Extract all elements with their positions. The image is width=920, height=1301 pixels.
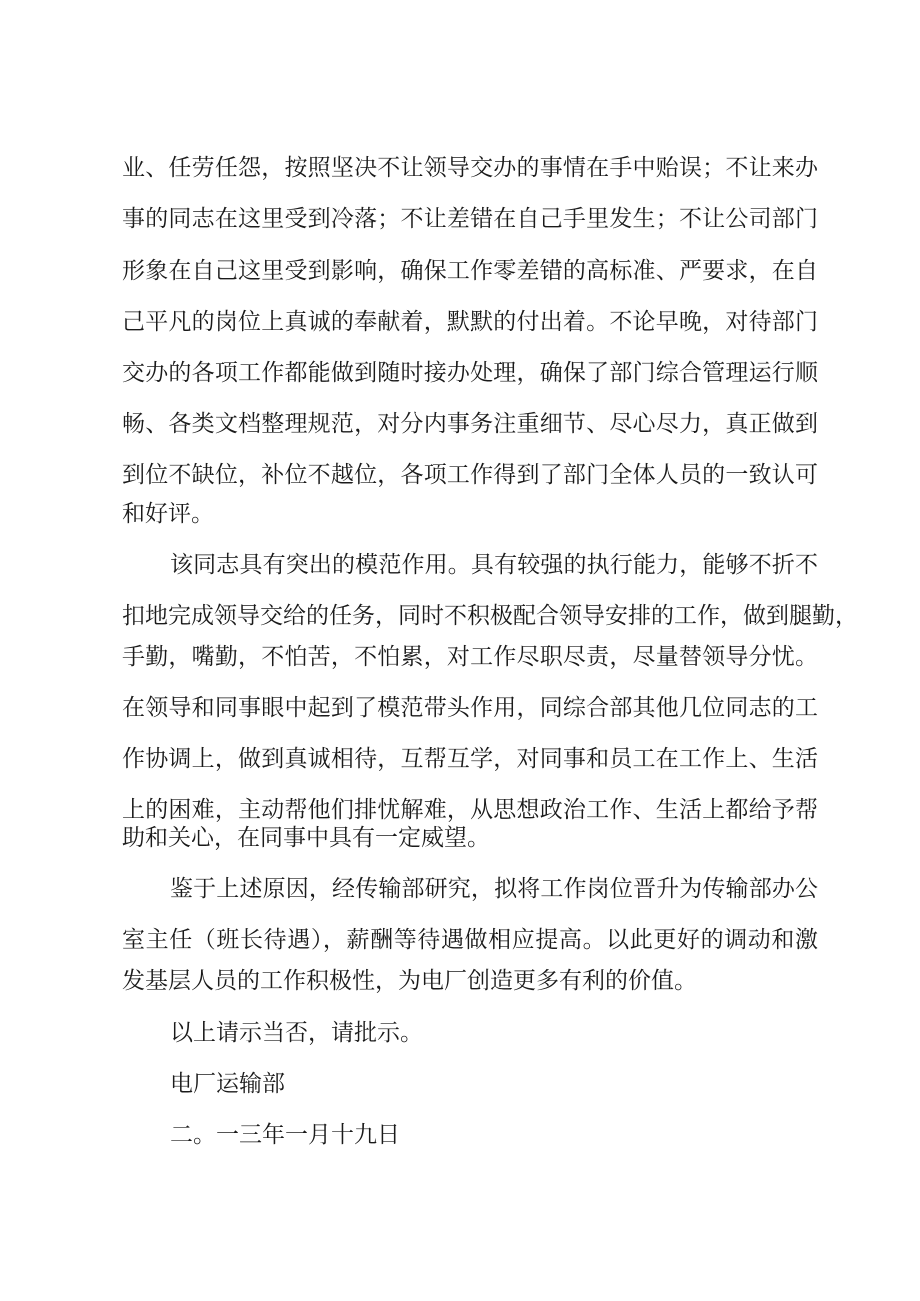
paragraph-1-line-6: 畅、各类文档整理规范，对分内事务注重细节、尽心尽力，真正做到: [122, 411, 818, 437]
paragraph-3-line-2: 室主任（班长待遇），薪酬等待遇做相应提高。以此更好的调动和激: [122, 927, 818, 953]
paragraph-2-line-7: 助和关心，在同事中具有一定威望。: [122, 825, 490, 851]
paragraph-2-line-4: 在领导和同事眼中起到了模范带头作用，同综合部其他几位同志的工: [122, 695, 818, 721]
paragraph-1-line-2: 事的同志在这里受到冷落；不让差错在自己手里发生；不让公司部门: [122, 206, 818, 232]
paragraph-1-line-4: 己平凡的岗位上真诚的奉献着，默默的付出着。不论早晚，对待部门: [122, 309, 818, 335]
paragraph-2-line-2: 扣地完成领导交给的任务，同时不积极配合领导安排的工作，做到腿勤，: [122, 603, 858, 629]
paragraph-3-line-1: 鉴于上述原因，经传输部研究，拟将工作岗位晋升为传输部办公: [170, 876, 818, 902]
paragraph-2-line-6: 上的困难，主动帮他们排忧解难，从思想政治工作、生活上都给予帮: [122, 797, 818, 823]
date: 二。一三年一月十九日: [170, 1122, 400, 1148]
paragraph-1-line-8: 和好评。: [122, 501, 214, 527]
paragraph-1-line-3: 形象在自己这里受到影响，确保工作零差错的高标准、严要求，在自: [122, 258, 818, 284]
paragraph-2-line-3: 手勤，嘴勤，不怕苦，不怕累，对工作尽职尽责，尽量替领导分忧。: [122, 644, 818, 670]
paragraph-1-line-5: 交办的各项工作都能做到随时接办处理，确保了部门综合管理运行顺: [122, 360, 818, 386]
paragraph-2-line-5: 作协调上，做到真诚相待，互帮互学，对同事和员工在工作上、生活: [122, 746, 818, 772]
paragraph-1-line-7: 到位不缺位，补位不越位，各项工作得到了部门全体人员的一致认可: [122, 462, 818, 488]
paragraph-2-line-1: 该同志具有突出的模范作用。具有较强的执行能力，能够不折不: [170, 552, 818, 578]
paragraph-3-line-3: 发基层人员的工作积极性，为电厂创造更多有利的价值。: [122, 968, 697, 994]
paragraph-1-line-1: 业、任劳任怨，按照坚决不让领导交办的事情在手中贻误；不让来办: [122, 155, 818, 181]
signature: 电厂运输部: [170, 1071, 285, 1097]
closing-request: 以上请示当否，请批示。: [170, 1020, 423, 1046]
